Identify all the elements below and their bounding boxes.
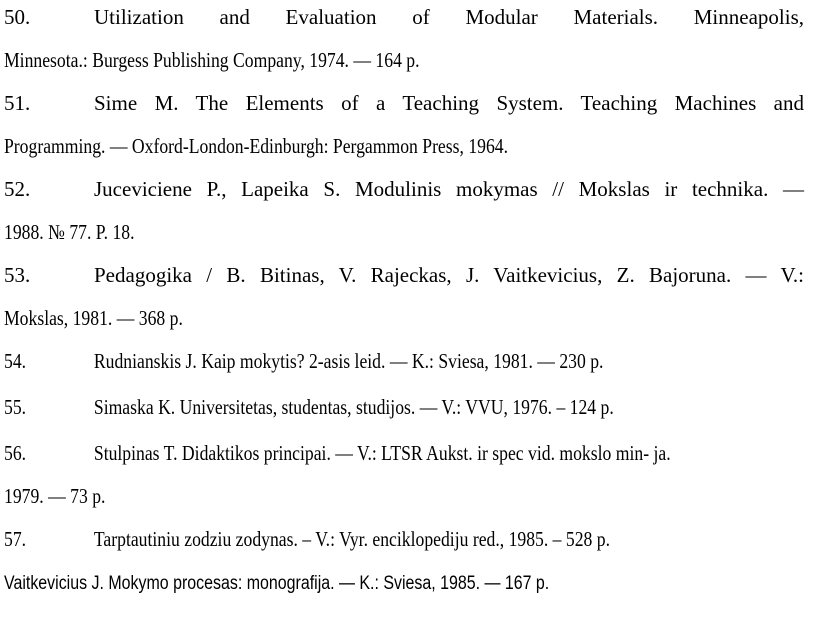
reference-50-line2: Minnesota.: Burgess Publishing Company, 1974. — 164 p. bbox=[4, 48, 420, 72]
reference-53-line2: Mokslas, 1981. — 368 p. bbox=[4, 306, 183, 330]
reference-57-text: Tarptautiniu zodziu zodynas. – V.: Vyr. enciklopediju red., 1985. – 528 p. bbox=[93, 527, 611, 551]
reference-54-text: Rudnianskis J. Kaip mokytis? 2-asis leid. — K.: Sviesa, 1981. — 230 p. bbox=[93, 349, 604, 373]
reference-55-number: 55. bbox=[4, 395, 27, 419]
reference-57-line1 bbox=[4, 526, 610, 552]
reference-55-text: Simaska K. Universitetas, studentas, studijos. — V.: VVU, 1976. – 124 p. bbox=[93, 395, 614, 419]
reference-50-line1 bbox=[4, 4, 804, 30]
reference-58-line1: Vaitkevicius J. Mokymo procesas: monografija. — K.: Sviesa, 1985. — 167 p. bbox=[4, 573, 550, 594]
reference-51-number: 51. bbox=[4, 91, 31, 115]
reference-56-line1 bbox=[4, 440, 671, 466]
reference-51-line1 bbox=[4, 90, 804, 116]
reference-50-number: 50. bbox=[4, 5, 31, 29]
reference-56-text: Stulpinas T. Didaktikos principai. — V.: LTSR Aukst. ir spec vid. mokslo min- ja. bbox=[93, 441, 671, 465]
reference-53-line1 bbox=[4, 262, 804, 288]
reference-51-text: Sime M. The Elements of a Teaching System. Teaching Machines and bbox=[94, 91, 804, 115]
reference-57-number: 57. bbox=[4, 527, 27, 551]
reference-52-text: Juceviciene P., Lapeika S. Modulinis mokymas // Mokslas ir technika. — bbox=[94, 177, 804, 201]
reference-53-number: 53. bbox=[4, 263, 31, 287]
reference-51-line2: Programming. — Oxford-London-Edinburgh: Pergammon Press, 1964. bbox=[4, 134, 509, 158]
reference-54-number: 54. bbox=[4, 349, 27, 373]
reference-52-line1 bbox=[4, 176, 804, 202]
reference-50-text: Utilization and Evaluation of Modular Materials. Minneapolis, bbox=[94, 5, 804, 29]
reference-54-line1 bbox=[4, 348, 603, 374]
reference-56-number: 56. bbox=[4, 441, 27, 465]
reference-52-line2: 1988. № 77. P. 18. bbox=[4, 220, 135, 244]
reference-53-text: Pedagogika / B. Bitinas, V. Rajeckas, J. Vaitkevicius, Z. Bajoruna. — V.: bbox=[94, 263, 804, 287]
reference-52-number: 52. bbox=[4, 177, 31, 201]
reference-56-line2: 1979. — 73 p. bbox=[4, 484, 106, 508]
reference-55-line1 bbox=[4, 394, 614, 420]
